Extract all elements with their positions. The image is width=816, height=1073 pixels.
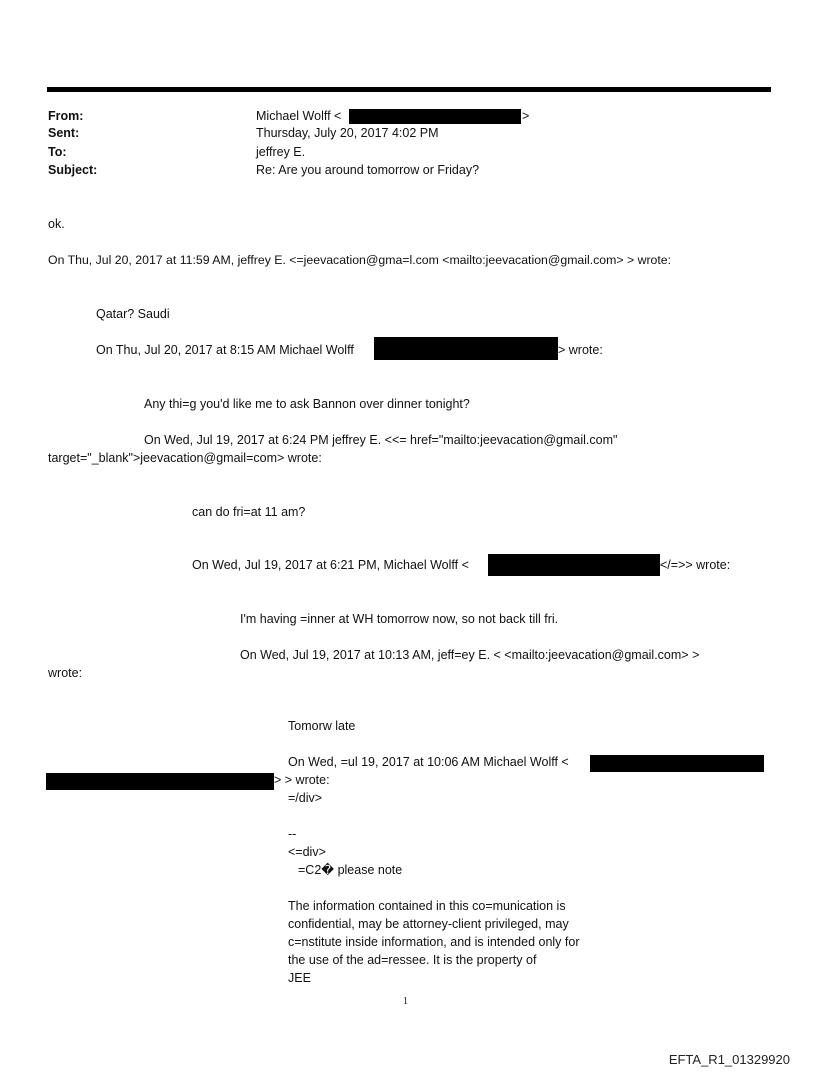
page-number: 1 [403, 996, 408, 1007]
quote4-header-start: On Wed, Jul 19, 2017 at 6:21 PM, Michael Wolff < [192, 558, 469, 572]
quote3-text: can do fri=at 11 am? [192, 505, 306, 519]
quote6-header-line1: On Wed, =ul 19, 2017 at 10:06 AM Michael Wolff < [288, 755, 569, 769]
quote2-header-end: > wrote: [558, 343, 603, 357]
to-label: To: [48, 145, 67, 159]
disclaimer-line: JEE [288, 971, 311, 985]
quote5-header-line2: wrote: [48, 666, 83, 680]
from-value [256, 108, 341, 124]
sent-value: Thursday, July 20, 2017 4:02 PM [256, 126, 439, 140]
disclaimer-line: confidential, may be attorney-client privileged, may [288, 917, 569, 931]
quote6-header-line2: > > wrote: [274, 773, 330, 787]
from-label: From: [48, 109, 84, 123]
redaction-from-email [349, 109, 521, 124]
redaction-q6-email-b [46, 773, 274, 790]
quote2-text: Any thi=g you'd like me to ask Bannon over dinner tonight? [144, 397, 470, 411]
subject-label: Subject: [48, 163, 98, 177]
quote1-header: On Thu, Jul 20, 2017 at 11:59 AM, jeffrey E. <=jeevacation@gma=l.com <mailto:jeevacation@gmail.com> > wrote: [48, 253, 672, 267]
quote4-text: I'm having =inner at WH tomorrow now, so not back till fri. [240, 612, 559, 626]
quote4-header-end: </=>> wrote: [660, 558, 731, 572]
sent-label: Sent: [48, 126, 80, 140]
to-value: jeffrey E. [256, 145, 306, 159]
reply-text: ok. [48, 217, 65, 231]
quote5-text: Tomorw late [288, 719, 356, 733]
from-close: > [522, 109, 530, 123]
redaction-q4-email [488, 554, 660, 576]
signature-div: <=div> [288, 845, 326, 859]
quote3-header-line2: target="_blank">jeevacation@gmail=com> wrote: [48, 451, 322, 465]
header-rule [47, 87, 771, 92]
quote2-header-start: On Thu, Jul 20, 2017 at 8:15 AM Michael Wolff [96, 343, 354, 357]
subject-value: Re: Are you around tomorrow or Friday? [256, 163, 480, 177]
redaction-q2-email [374, 337, 558, 360]
redaction-q6-email-a [590, 755, 764, 772]
signature-note: =C2� please note [298, 863, 403, 877]
bates-number: EFTA_R1_01329920 [668, 1052, 790, 1067]
quote5-header-line1: On Wed, Jul 19, 2017 at 10:13 AM, jeff=ey E. < <mailto:jeevacation@gmail.com> > [240, 648, 700, 662]
disclaimer-line: the use of the ad=ressee. It is the property of [288, 953, 537, 967]
quote3-header-line1: On Wed, Jul 19, 2017 at 6:24 PM jeffrey E. <<= href="mailto:jeevacation@gmail.com" [144, 433, 618, 447]
signature-dashes: -- [288, 827, 297, 841]
quote6-div-close: =/div> [288, 791, 323, 805]
from-name: Michael Wolff < [256, 109, 342, 123]
quote1-text: Qatar? Saudi [96, 307, 170, 321]
disclaimer-line: c=nstitute inside information, and is intended only for [288, 935, 580, 949]
disclaimer-line: The information contained in this co=munication is [288, 899, 566, 913]
